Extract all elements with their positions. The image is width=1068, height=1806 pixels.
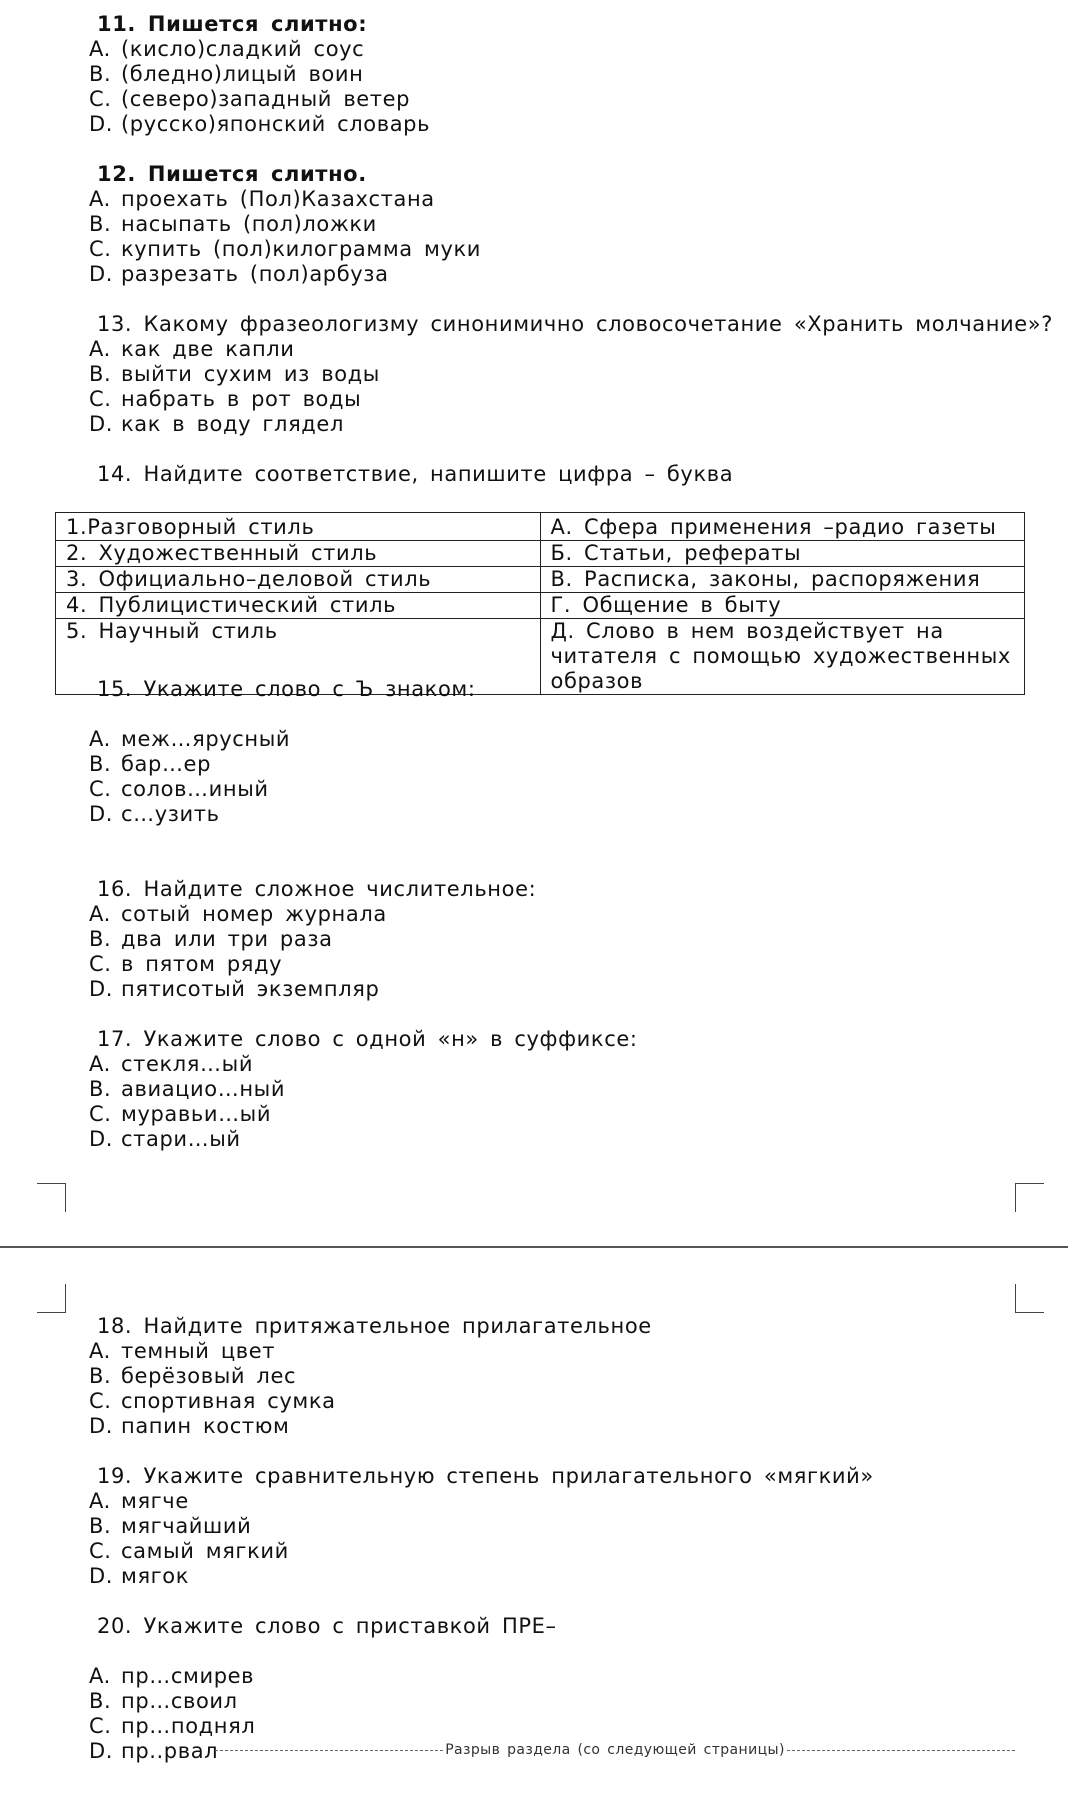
- question-title: 20. Укажите слово с приставкой ПРЕ–: [97, 1614, 557, 1638]
- option-d: D. (русско)японский словарь: [89, 112, 431, 136]
- option-a: A. мягче: [89, 1489, 189, 1513]
- question-title: 15. Укажите слово с Ъ знаком:: [97, 677, 476, 701]
- option-b: B. выйти сухим из воды: [89, 362, 380, 386]
- table-row: [56, 567, 1025, 593]
- option-c: C. муравьи…ый: [89, 1102, 272, 1126]
- option-b: B. пр…своил: [89, 1689, 238, 1713]
- option-c: C. солов…иный: [89, 777, 269, 801]
- option-c: C. набрать в рот воды: [89, 387, 362, 411]
- table-cell: Г. Общение в быту: [540, 593, 1025, 619]
- option-b: B. авиацио…ный: [89, 1077, 286, 1101]
- page-divider: [0, 1246, 1068, 1248]
- option-b: B. мягчайший: [89, 1514, 252, 1538]
- option-d: D. мягок: [89, 1564, 190, 1588]
- question-16: [89, 877, 537, 1002]
- option-a: A. пр…смирев: [89, 1664, 255, 1688]
- question-title: 16. Найдите сложное числительное:: [97, 877, 537, 901]
- option-b: B. бар…ер: [89, 752, 211, 776]
- section-break-label: Разрыв раздела (со следующей страницы): [445, 1742, 785, 1758]
- option-d: D. разрезать (пол)арбуза: [89, 262, 389, 286]
- option-a: A. меж…ярусный: [89, 727, 291, 751]
- page-corner-mark: [1015, 1183, 1044, 1212]
- option-a: A. стекля…ый: [89, 1052, 254, 1076]
- question-title: 13. Какому фразеологизму синонимично словосочетание «Хранить молчание»?: [97, 312, 1053, 336]
- option-c: C. купить (пол)килограмма муки: [89, 237, 482, 261]
- table-row: [56, 593, 1025, 619]
- table-cell: 2. Художественный стиль: [56, 541, 541, 567]
- option-d: D. папин костюм: [89, 1414, 290, 1438]
- option-d: D. как в воду глядел: [89, 412, 344, 436]
- page-corner-mark: [1015, 1284, 1044, 1313]
- option-a: A. сотый номер журнала: [89, 902, 387, 926]
- option-b: B. берёзовый лес: [89, 1364, 297, 1388]
- option-c: C. пр…поднял: [89, 1714, 256, 1738]
- question-title: 17. Укажите слово с одной «н» в суффиксе:: [97, 1027, 638, 1051]
- table-cell: 3. Официально–деловой стиль: [56, 567, 541, 593]
- question-19: [89, 1464, 874, 1589]
- option-b: B. (бледно)лицый воин: [89, 62, 364, 86]
- option-a: A. как две капли: [89, 337, 295, 361]
- section-break-marker: [215, 1740, 1015, 1760]
- question-11: [89, 12, 431, 137]
- question-15: [89, 677, 476, 827]
- option-d: D. пятисотый экземпляр: [89, 977, 380, 1001]
- table-cell: Б. Статьи, рефераты: [540, 541, 1025, 567]
- option-c: C. (северо)западный ветер: [89, 87, 411, 111]
- table-cell: Д. Слово в нем воздействует на читателя с помощью художественных образов: [540, 619, 1025, 695]
- question-title: 19. Укажите сравнительную степень прилагательного «мягкий»: [97, 1464, 874, 1488]
- table-cell: В. Расписка, законы, распоряжения: [540, 567, 1025, 593]
- option-b: B. насыпать (пол)ложки: [89, 212, 377, 236]
- option-d: D. стари…ый: [89, 1127, 241, 1151]
- question-title: 11. Пишется слитно:: [97, 12, 368, 36]
- dashed-line: [787, 1750, 1015, 1751]
- option-a: A. (кисло)сладкий соус: [89, 37, 365, 61]
- matching-table: [55, 512, 1025, 695]
- dashed-line: [215, 1750, 443, 1751]
- question-18: [89, 1314, 652, 1439]
- table-row: [56, 513, 1025, 541]
- question-12: [89, 162, 482, 287]
- option-c: C. в пятом ряду: [89, 952, 283, 976]
- option-a: A. проехать (Пол)Казахстана: [89, 187, 435, 211]
- page-corner-mark: [37, 1183, 66, 1212]
- question-13: [89, 312, 1053, 437]
- option-c: C. самый мягкий: [89, 1539, 289, 1563]
- question-17: [89, 1027, 638, 1152]
- question-title: 18. Найдите притяжательное прилагательное: [97, 1314, 652, 1338]
- table-cell: А. Сфера применения –радио газеты: [540, 513, 1025, 541]
- table-cell: 1.Разговорный стиль: [56, 513, 541, 541]
- table-row: [56, 541, 1025, 567]
- option-a: A. темный цвет: [89, 1339, 276, 1363]
- option-d: D. с…узить: [89, 802, 220, 826]
- table-cell: 4. Публицистический стиль: [56, 593, 541, 619]
- question-title: 14. Найдите соответствие, напишите цифра – буква: [97, 462, 734, 486]
- page-corner-mark: [37, 1284, 66, 1313]
- option-b: B. два или три раза: [89, 927, 333, 951]
- question-title: 12. Пишется слитно.: [97, 162, 367, 186]
- table-cell: 5. Научный стиль: [56, 619, 541, 695]
- question-14: [97, 462, 733, 487]
- option-c: C. спортивная сумка: [89, 1389, 336, 1413]
- option-d: D. пр..рвал: [89, 1739, 219, 1763]
